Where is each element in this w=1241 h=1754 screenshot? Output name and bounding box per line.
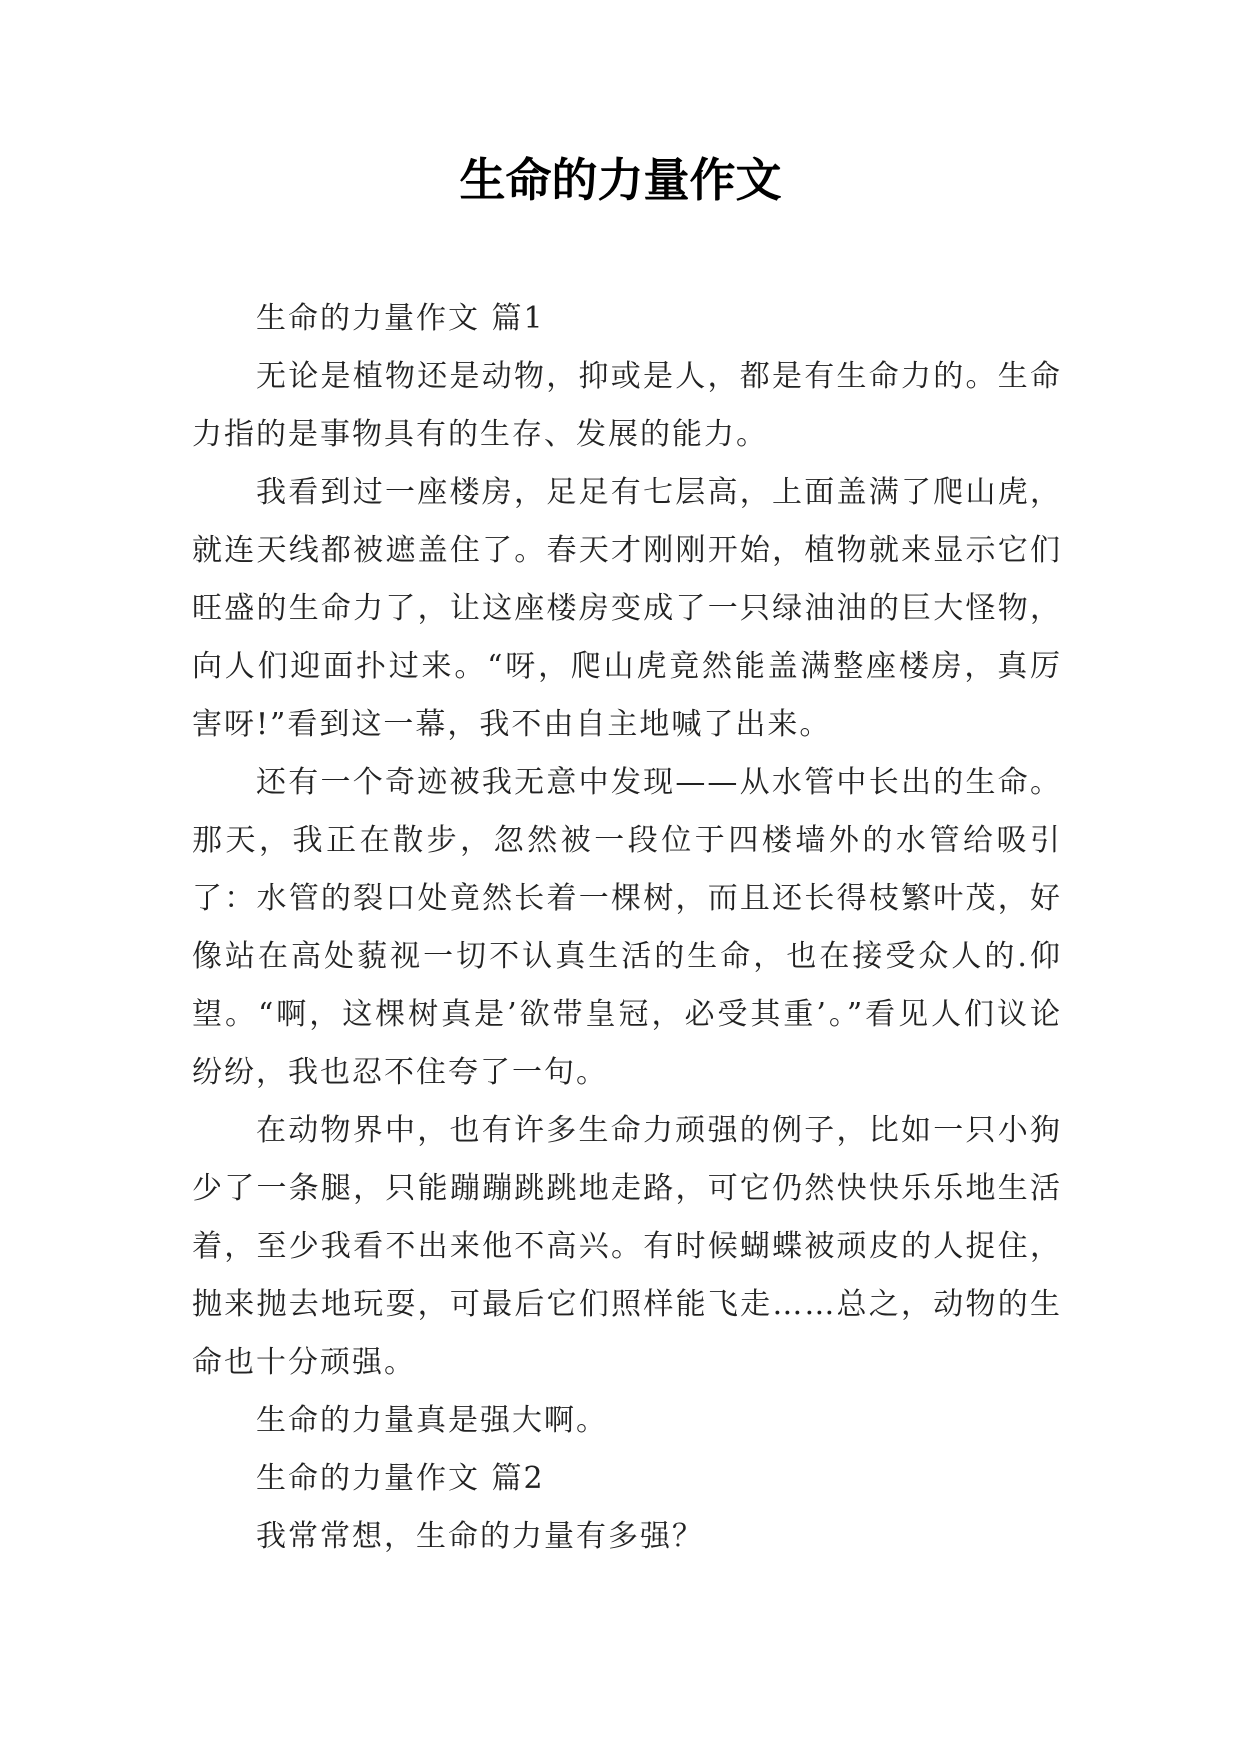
paragraph: 我看到过一座楼房，足足有七层高，上面盖满了爬山虎，就连天线都被遮盖住了。春天才刚刚开始，植物就来显示它们旺盛的生命力了，让这座楼房变成了一只绿油油的巨大怪物，向人们迎面扑过来。“呀，爬山虎竟然能盖满整座楼房，真厉害呀!”看到这一幕，我不由自主地喊了出来。 (192, 475, 1062, 742)
section-heading-2: 生命的力量作文 篇2 (256, 1461, 545, 1496)
section-heading-1: 生命的力量作文 篇1 (256, 301, 545, 336)
document-body (192, 290, 1062, 1566)
paragraph: 无论是植物还是动物，抑或是人，都是有生命力的。生命力指的是事物具有的生存、发展的能力。 (192, 359, 1062, 452)
paragraph: 还有一个奇迹被我无意中发现——从水管中长出的生命。那天，我正在散步，忽然被一段位于四楼墙外的水管给吸引了：水管的裂口处竟然长着一棵树，而且还长得枝繁叶茂，好像站在高处藐视一切不认真生活的生命，也在接受众人的.仰望。“啊，这棵树真是’欲带皇冠，必受其重’。”看见人们议论纷纷，我也忍不住夸了一句。 (192, 765, 1062, 1090)
paragraph: 生命的力量真是强大啊。 (256, 1403, 608, 1438)
paragraph: 我常常想，生命的力量有多强？ (256, 1519, 704, 1554)
document-title: 生命的力量作文 (459, 153, 782, 207)
paragraph: 在动物界中，也有许多生命力顽强的例子，比如一只小狗少了一条腿，只能蹦蹦跳跳地走路，可它仍然快快乐乐地生活着，至少我看不出来他不高兴。有时候蝴蝶被顽皮的人捉住，抛来抛去地玩耍，可最后它们照样能飞走……总之，动物的生命也十分顽强。 (192, 1113, 1062, 1380)
